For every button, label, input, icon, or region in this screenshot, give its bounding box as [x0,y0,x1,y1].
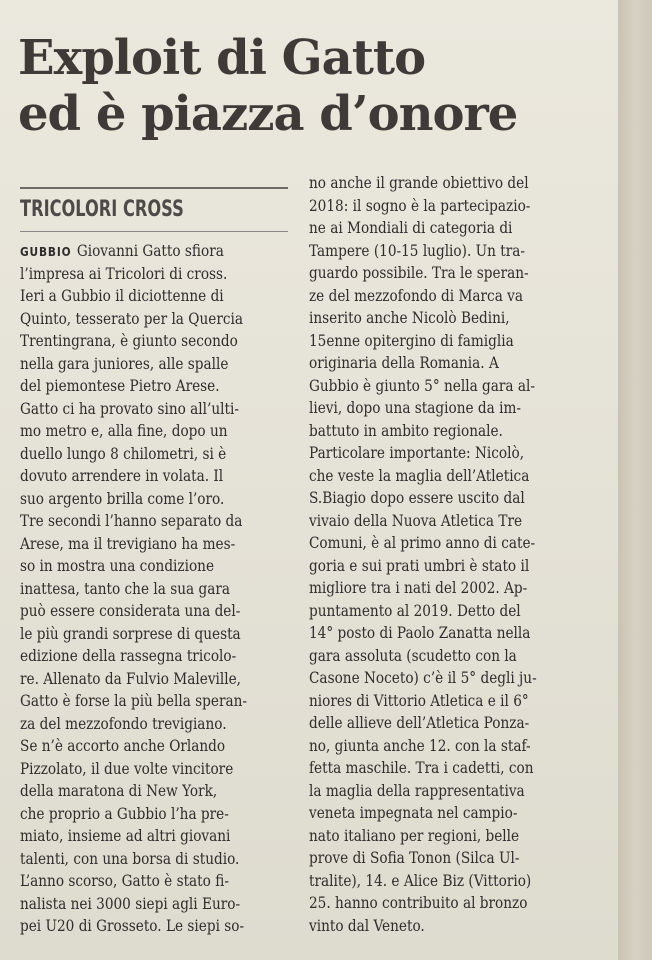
column-1-line: nella gara juniores, alle spalle [20,354,229,373]
column-1-line: Arese, ma il trevigiano ha mes- [20,534,236,553]
column-2-line: battuto in ambito regionale. [309,421,503,440]
column-2-line: Casone Noceto) c’è il 5° degli ju- [309,669,537,687]
column-1-line: Ieri a Gubbio il diciottenne di [20,287,224,305]
column-1-line: le più grandi sorprese di questa [20,624,241,643]
column-2-line: Particolare importante: Nicolò, [309,444,525,462]
column-2-line: no, giunta anche 12. con la staf- [309,736,531,755]
column-2-line: guardo possibile. Tra le speran- [309,264,529,282]
column-2-line: inserito anche Nicolò Bedini, [309,309,510,327]
column-2-line: veneta impegnata nel campio- [309,804,518,822]
column-1-line: edizione della rassegna tricolo- [20,647,237,665]
column-1-line: del piemontese Pietro Arese. [20,377,220,395]
column-2-line: gara assoluta (scudetto con la [309,646,517,665]
column-2-line: S.Biagio dopo essere uscito dal [309,489,525,507]
column-1-line: pei U20 di Grosseto. Le siepi so- [20,917,245,935]
column-1-line: mo metro e, alla fine, dopo un [20,422,228,440]
column-1-line: l’impresa ai Tricolori di cross. [20,264,228,283]
column-2-line: la maglia della rappresentativa [309,781,525,800]
column-2-line: ne ai Mondiali di categoria di [309,219,513,237]
column-1-line: L’anno scorso, Gatto è stato fi- [20,872,229,890]
column-2-line: 25. hanno contribuito al bronzo [309,894,528,912]
column-1-line: miato, insieme ad altri giovani [20,827,231,845]
column-2-line: ze del mezzofondo di Marca va [309,286,524,305]
column-1-line: Trentingrana, è giunto secondo [20,332,238,350]
column-1-line: talenti, con una borsa di studio. [20,849,240,868]
column-1-line: Quinto, tesserato per la Quercia [20,309,243,328]
headline [18,30,618,142]
column-1-line-1-text: Giovanni Gatto sfiora [76,242,224,260]
column-2-line: 2018: il sogno è la partecipazio- [309,196,531,215]
column-2-line: originaria della Romania. A [309,354,499,372]
column-1-line: so in mostra una condizione [20,557,215,575]
column-2-line: Comuni, è al primo anno di cate- [309,534,536,552]
kicker-top-rule [20,187,288,189]
column-2-line: delle allieve dell’Atletica Ponza- [309,714,530,732]
column-1-line: può essere considerata una del- [20,602,241,620]
column-1-line: Gatto è forse la più bella speran- [20,692,248,710]
column-1-line: dovuto arrendere in volata. Il [20,467,224,485]
column-1-line: Pizzolato, il due volte vincitore [20,759,234,778]
column-2-line: puntamento al 2019. Detto del [309,601,521,620]
kicker-bottom-rule [20,231,288,232]
column-2-line: prove di Sofia Tonon (Silca Ul- [309,849,520,867]
dateline: GUBBIO [20,245,72,259]
column-2-line: niores di Vittorio Atletica e il 6° [309,691,529,710]
column-2-line: nato italiano per regioni, belle [309,826,520,845]
column-1-line: re. Allenato da Fulvio Maleville, [20,669,242,688]
column-2-line: no anche il grande obiettivo del [309,174,529,192]
headline-line-2: ed è piazza d’onore [18,86,518,142]
article-column-1 [20,240,295,938]
column-2-line: fetta maschile. Tra i cadetti, con [309,759,534,777]
headline-line-1: Exploit di Gatto [18,30,426,86]
column-1-line: della maratona di New York, [20,782,218,800]
article-column-2 [309,172,609,937]
column-1-line: inattesa, tanto che la sua gara [20,579,230,598]
column-1-line: Se n’è accorto anche Orlando [20,737,226,755]
column-1-line: che proprio a Gubbio l’ha pre- [20,804,229,823]
column-2-line: 15enne opitergino di famiglia [309,331,514,350]
page-edge-shadow [618,0,652,960]
column-2-line: Tampere (10-15 luglio). Un tra- [309,241,525,260]
column-2-line: goria e sui prati umbri è stato il [309,556,530,575]
column-1-line: Gatto ci ha provato sino all’ulti- [20,399,239,418]
column-2-line: lievi, dopo una stagione da im- [309,399,522,417]
column-2-line: tralite), 14. e Alice Biz (Vittorio) [309,871,532,890]
column-1-line: za del mezzofondo trevigiano. [20,714,227,733]
column-1-line: suo argento brilla come l’oro. [20,489,225,508]
section-kicker: TRICOLORI CROSS [20,197,184,222]
column-1-line: duello lungo 8 chilometri, si è [20,444,227,463]
column-2-line: Gubbio è giunto 5° nella gara al- [309,376,535,395]
column-2-line: migliore tra i nati del 2002. Ap- [309,579,528,597]
column-1-line: nalista nei 3000 siepi agli Euro- [20,894,241,913]
column-1-line: Tre secondi l’hanno separato da [20,512,243,530]
column-2-line: che veste la maglia dell’Atletica [309,466,530,485]
column-1-line-1 [20,240,262,263]
column-2-line: vinto dal Veneto. [309,916,425,935]
column-2-line: 14° posto di Paolo Zanatta nella [309,624,531,642]
column-2-line: vivaio della Nuova Atletica Tre [309,511,523,530]
